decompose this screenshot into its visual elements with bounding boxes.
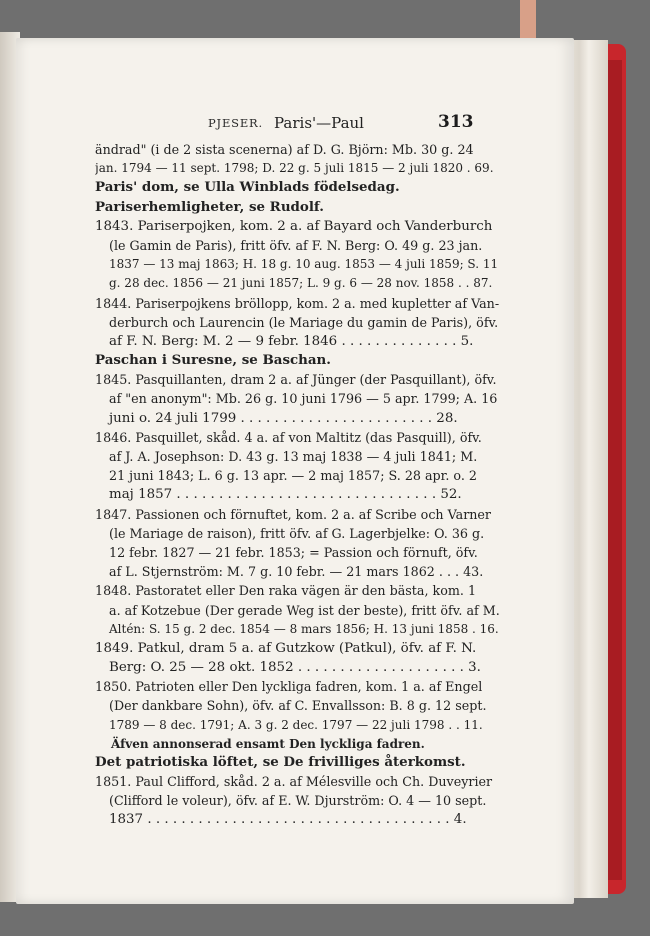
cross-reference: Paris' dom, se Ulla Winblads födelsedag. — [95, 179, 400, 196]
text-line: derburch och Laurencin (le Mariage du gamin de Paris), öfv. — [109, 314, 499, 330]
entry-heading-line: 1850. Patrioten eller Den lyckliga fadren, kom. 1 a. af Engel — [95, 679, 483, 695]
text-line: a. af Kotzebue (Der gerade Weg ist der beste), fritt öfv. af M. — [109, 602, 500, 618]
text-line: 21 juni 1843; L. 6 g. 13 apr. — 2 maj 1857; S. 28 apr. o. 2 — [109, 468, 477, 484]
text-line: juni o. 24 juli 1799 . . . . . . . . . . . . . . . . . . . . . . . 28. — [109, 410, 458, 426]
text-line: 1837 . . . . . . . . . . . . . . . . . . . . . . . . . . . . . . . . . . . . 4. — [109, 812, 467, 828]
header-title: Paris'—Paul — [274, 114, 364, 132]
text-line: af J. A. Josephson: D. 43 g. 13 maj 1838 — 4 juli 1841; M. — [109, 449, 478, 464]
text-line: (le Mariage de raison), fritt öfv. af G. Lagerbjelke: O. 36 g. — [109, 525, 485, 541]
cross-reference: Paschan i Suresne, se Baschan. — [95, 352, 331, 369]
text-line: 12 febr. 1827 — 21 febr. 1853; = Passion och förnuft, öfv. — [109, 544, 478, 560]
page-body — [95, 140, 550, 830]
text-line: Altén: S. 15 g. 2 dec. 1854 — 8 mars 1856; H. 13 juni 1858 . 16. — [109, 621, 499, 636]
text-line: 1837 — 13 maj 1863; H. 18 g. 10 aug. 1853 — 4 juli 1859; S. 11 — [109, 257, 499, 272]
text-line: 1789 — 8 dec. 1791; A. 3 g. 2 dec. 1797 — 22 juli 1798 . . 11. — [109, 717, 483, 732]
entry-heading-line: 1843. Pariserpojken, kom. 2 a. af Bayard och Vanderburch — [95, 218, 493, 234]
entry-heading-line: 1846. Pasquillet, skåd. 4 a. af von Maltitz (das Pasquill), öfv. — [95, 429, 482, 445]
text-line: (Clifford le voleur), öfv. af E. W. Djurström: O. 4 — 10 sept. — [109, 793, 487, 809]
entry-heading-line: 1844. Pariserpojkens bröllopp, kom. 2 a. med kupletter af Van- — [95, 295, 500, 311]
text-line: af F. N. Berg: M. 2 — 9 febr. 1846 . . . . . . . . . . . . . . 5. — [109, 333, 474, 349]
book-page — [16, 38, 574, 904]
text-line: af "en anonym": Mb. 26 g. 10 juni 1796 — 5 apr. 1799; A. 16 — [109, 391, 498, 407]
text-line: af L. Stjernström: M. 7 g. 10 febr. — 21 mars 1862 . . . 43. — [109, 564, 484, 580]
cross-reference: Det patriotiska löftet, se De frivilliges återkomst. — [95, 753, 466, 770]
page-number: 313 — [438, 112, 474, 132]
text-line: Berg: O. 25 — 28 okt. 1852 . . . . . . . . . . . . . . . . . . . . 3. — [109, 660, 481, 676]
entry-heading-line: 1851. Paul Clifford, skåd. 2 a. af Mélesville och Ch. Duveyrier — [95, 774, 493, 789]
entry-heading-line: 1847. Passionen och förnuftet, kom. 2 a. af Scribe och Varner — [95, 506, 491, 522]
text-line: maj 1857 . . . . . . . . . . . . . . . . . . . . . . . . . . . . . . . 52. — [109, 487, 462, 503]
text-line: g. 28 dec. 1856 — 21 juni 1857; L. 9 g. 6 — 28 nov. 1858 . . 87. — [109, 276, 493, 291]
cross-reference: Pariserhemligheter, se Rudolf. — [95, 198, 324, 215]
text-line: (le Gamin de Paris), fritt öfv. af F. N. Berg: O. 49 g. 23 jan. — [109, 237, 483, 253]
entry-heading-line: 1848. Pastoratet eller Den raka vägen är den bästa, kom. 1 — [95, 583, 477, 599]
running-header — [16, 114, 574, 138]
text-line: jan. 1794 — 11 sept. 1798; D. 22 g. 5 juli 1815 — 2 juli 1820 . 69. — [95, 161, 494, 176]
header-section: PJESER. — [208, 116, 263, 130]
text-line: ändrad" (i de 2 sista scenerna) af D. G. Björn: Mb. 30 g. 24 — [95, 142, 474, 157]
note-line: Äfven annonserad ensamt Den lyckliga fadren. — [111, 736, 425, 751]
text-line: (Der dankbare Sohn), öfv. af C. Envallsson: B. 8 g. 12 sept. — [109, 698, 487, 714]
entry-heading-line: 1845. Pasquillanten, dram 2 a. af Jünger (der Pasquillant), öfv. — [95, 372, 497, 388]
entry-heading-line: 1849. Patkul, dram 5 a. af Gutzkow (Patkul), öfv. af F. N. — [95, 640, 477, 656]
